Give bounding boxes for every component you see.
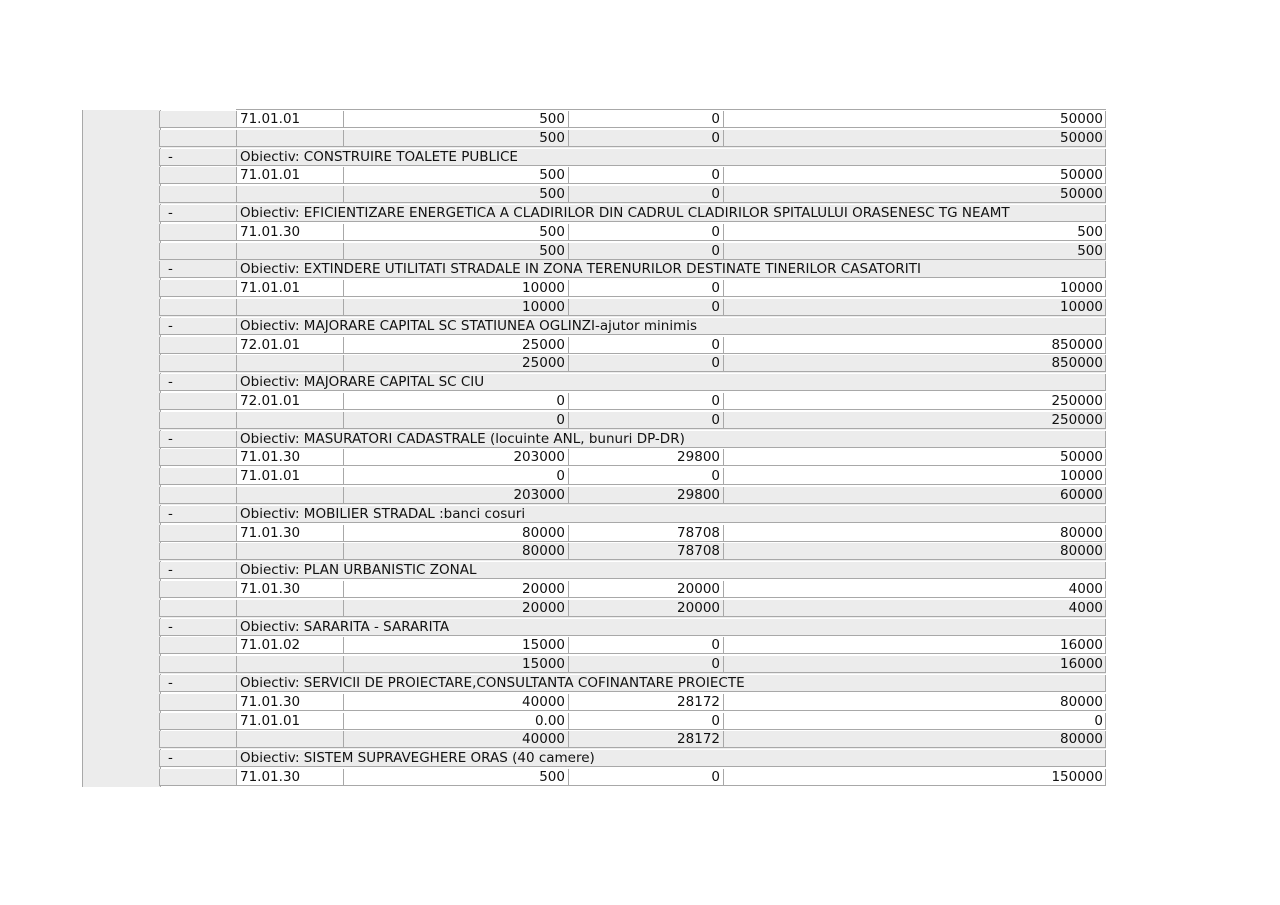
objective-row xyxy=(159,619,1106,637)
subtotal-col-3: 60000 xyxy=(723,487,1106,504)
value-col-2: 0 xyxy=(568,637,723,654)
value-col-3: 0 xyxy=(723,713,1106,730)
indent-cell xyxy=(159,637,236,654)
subtotal-col-2: 0 xyxy=(568,656,723,673)
objective-title: Obiectiv: SERVICII DE PROIECTARE,CONSULTANTA COFINANTARE PROIECTE xyxy=(236,675,1106,692)
subtotal-col-3: 10000 xyxy=(723,299,1106,316)
objective-dash: - xyxy=(159,318,236,335)
subtotal-col-3: 16000 xyxy=(723,656,1106,673)
detail-row xyxy=(159,468,1106,486)
indent-cell xyxy=(159,224,236,241)
value-col-2: 20000 xyxy=(568,581,723,598)
detail-row xyxy=(159,393,1106,411)
empty-code-cell xyxy=(236,243,343,260)
value-col-1: 500 xyxy=(343,167,568,184)
budget-code: 71.01.30 xyxy=(236,525,343,542)
detail-row xyxy=(159,769,1106,787)
value-col-1: 0 xyxy=(343,468,568,485)
subtotal-row xyxy=(159,412,1106,430)
value-col-2: 29800 xyxy=(568,449,723,466)
subtotal-col-1: 10000 xyxy=(343,299,568,316)
value-col-1: 40000 xyxy=(343,694,568,711)
budget-code: 72.01.01 xyxy=(236,393,343,410)
subtotal-col-1: 500 xyxy=(343,243,568,260)
value-col-2: 0 xyxy=(568,468,723,485)
value-col-3: 850000 xyxy=(723,337,1106,354)
subtotal-col-2: 0 xyxy=(568,186,723,203)
indent-cell xyxy=(159,186,236,203)
objective-dash: - xyxy=(159,506,236,523)
value-col-1: 10000 xyxy=(343,280,568,297)
value-col-3: 250000 xyxy=(723,393,1106,410)
empty-code-cell xyxy=(236,355,343,372)
value-col-2: 0 xyxy=(568,337,723,354)
detail-row xyxy=(159,449,1106,467)
objective-row xyxy=(159,149,1106,167)
subtotal-col-3: 4000 xyxy=(723,600,1106,617)
subtotal-col-1: 80000 xyxy=(343,543,568,560)
value-col-3: 50000 xyxy=(723,111,1106,128)
detail-row xyxy=(159,637,1106,655)
subtotal-col-1: 15000 xyxy=(343,656,568,673)
empty-code-cell xyxy=(236,299,343,316)
subtotal-col-2: 0 xyxy=(568,299,723,316)
objective-dash: - xyxy=(159,619,236,636)
budget-code: 71.01.01 xyxy=(236,167,343,184)
left-margin-column xyxy=(82,110,161,787)
objective-row xyxy=(159,318,1106,336)
subtotal-col-3: 500 xyxy=(723,243,1106,260)
detail-row xyxy=(159,337,1106,355)
subtotal-row xyxy=(159,243,1106,261)
objective-row xyxy=(159,374,1106,392)
value-col-2: 0 xyxy=(568,224,723,241)
value-col-3: 4000 xyxy=(723,581,1106,598)
objective-row xyxy=(159,750,1106,768)
indent-cell xyxy=(159,543,236,560)
subtotal-col-1: 500 xyxy=(343,186,568,203)
subtotal-col-2: 0 xyxy=(568,412,723,429)
value-col-1: 80000 xyxy=(343,525,568,542)
indent-cell xyxy=(159,656,236,673)
budget-code: 71.01.01 xyxy=(236,468,343,485)
indent-cell xyxy=(159,731,236,748)
objective-row xyxy=(159,205,1106,223)
objective-dash: - xyxy=(159,149,236,166)
detail-row xyxy=(159,694,1106,712)
value-col-1: 25000 xyxy=(343,337,568,354)
objective-title: Obiectiv: CONSTRUIRE TOALETE PUBLICE xyxy=(236,149,1106,166)
objective-dash: - xyxy=(159,431,236,448)
objective-dash: - xyxy=(159,261,236,278)
indent-cell xyxy=(159,111,236,128)
value-col-2: 0 xyxy=(568,280,723,297)
objective-title: Obiectiv: SISTEM SUPRAVEGHERE ORAS (40 camere) xyxy=(236,750,1106,767)
objective-dash: - xyxy=(159,750,236,767)
objective-title: Obiectiv: MASURATORI CADASTRALE (locuinte ANL, bunuri DP-DR) xyxy=(236,431,1106,448)
indent-cell xyxy=(159,393,236,410)
subtotal-col-3: 80000 xyxy=(723,731,1106,748)
budget-code: 71.01.30 xyxy=(236,694,343,711)
subtotal-col-1: 0 xyxy=(343,412,568,429)
empty-code-cell xyxy=(236,186,343,203)
subtotal-col-2: 28172 xyxy=(568,731,723,748)
objective-row xyxy=(159,261,1106,279)
detail-row xyxy=(159,111,1106,129)
subtotal-col-3: 80000 xyxy=(723,543,1106,560)
budget-code: 71.01.01 xyxy=(236,280,343,297)
indent-cell xyxy=(159,525,236,542)
indent-cell xyxy=(159,581,236,598)
objective-title: Obiectiv: EXTINDERE UTILITATI STRADALE IN ZONA TERENURILOR DESTINATE TINERILOR CASATORITI xyxy=(236,261,1106,278)
objective-dash: - xyxy=(159,675,236,692)
value-col-3: 10000 xyxy=(723,468,1106,485)
subtotal-row xyxy=(159,600,1106,618)
indent-cell xyxy=(159,412,236,429)
value-col-3: 50000 xyxy=(723,167,1106,184)
budget-code: 71.01.01 xyxy=(236,111,343,128)
value-col-2: 0 xyxy=(568,393,723,410)
empty-code-cell xyxy=(236,543,343,560)
table-top-border xyxy=(236,109,1106,110)
objective-dash: - xyxy=(159,562,236,579)
indent-cell xyxy=(159,299,236,316)
subtotal-row xyxy=(159,487,1106,505)
indent-cell xyxy=(159,243,236,260)
objective-row xyxy=(159,562,1106,580)
indent-cell xyxy=(159,167,236,184)
subtotal-col-2: 0 xyxy=(568,243,723,260)
subtotal-col-1: 203000 xyxy=(343,487,568,504)
value-col-3: 10000 xyxy=(723,280,1106,297)
empty-code-cell xyxy=(236,600,343,617)
indent-cell xyxy=(159,468,236,485)
detail-row xyxy=(159,581,1106,599)
subtotal-row xyxy=(159,355,1106,373)
subtotal-col-2: 78708 xyxy=(568,543,723,560)
subtotal-col-3: 250000 xyxy=(723,412,1106,429)
subtotal-row xyxy=(159,656,1106,674)
objective-title: Obiectiv: PLAN URBANISTIC ZONAL xyxy=(236,562,1106,579)
objective-title: Obiectiv: EFICIENTIZARE ENERGETICA A CLADIRILOR DIN CADRUL CLADIRILOR SPITALULUI ORASENESC TG NEAMT xyxy=(236,205,1106,222)
subtotal-row xyxy=(159,543,1106,561)
subtotal-col-1: 40000 xyxy=(343,731,568,748)
value-col-2: 0 xyxy=(568,769,723,786)
value-col-1: 0 xyxy=(343,393,568,410)
objective-row xyxy=(159,506,1106,524)
value-col-1: 15000 xyxy=(343,637,568,654)
value-col-2: 0 xyxy=(568,713,723,730)
value-col-1: 500 xyxy=(343,111,568,128)
budget-code: 71.01.30 xyxy=(236,224,343,241)
subtotal-row xyxy=(159,186,1106,204)
value-col-2: 28172 xyxy=(568,694,723,711)
indent-cell xyxy=(159,130,236,147)
value-col-2: 78708 xyxy=(568,525,723,542)
subtotal-col-3: 850000 xyxy=(723,355,1106,372)
empty-code-cell xyxy=(236,130,343,147)
objective-row xyxy=(159,675,1106,693)
subtotal-col-3: 50000 xyxy=(723,130,1106,147)
empty-code-cell xyxy=(236,731,343,748)
objective-dash: - xyxy=(159,205,236,222)
subtotal-col-3: 50000 xyxy=(723,186,1106,203)
value-col-3: 16000 xyxy=(723,637,1106,654)
indent-cell xyxy=(159,694,236,711)
value-col-2: 0 xyxy=(568,167,723,184)
subtotal-row xyxy=(159,130,1106,148)
value-col-3: 500 xyxy=(723,224,1106,241)
subtotal-row xyxy=(159,731,1106,749)
budget-code: 72.01.01 xyxy=(236,337,343,354)
empty-code-cell xyxy=(236,487,343,504)
detail-row xyxy=(159,280,1106,298)
empty-code-cell xyxy=(236,656,343,673)
detail-row xyxy=(159,713,1106,731)
budget-code: 71.01.30 xyxy=(236,581,343,598)
objective-title: Obiectiv: MOBILIER STRADAL :banci cosuri xyxy=(236,506,1106,523)
objective-row xyxy=(159,431,1106,449)
value-col-3: 50000 xyxy=(723,449,1106,466)
objective-title: Obiectiv: MAJORARE CAPITAL SC CIU xyxy=(236,374,1106,391)
indent-cell xyxy=(159,769,236,786)
detail-row xyxy=(159,525,1106,543)
objective-title: Obiectiv: SARARITA - SARARITA xyxy=(236,619,1106,636)
subtotal-col-2: 0 xyxy=(568,130,723,147)
subtotal-col-1: 25000 xyxy=(343,355,568,372)
objective-dash: - xyxy=(159,374,236,391)
subtotal-col-2: 29800 xyxy=(568,487,723,504)
budget-code: 71.01.02 xyxy=(236,637,343,654)
detail-row xyxy=(159,224,1106,242)
value-col-1: 0.00 xyxy=(343,713,568,730)
empty-code-cell xyxy=(236,412,343,429)
indent-cell xyxy=(159,355,236,372)
objective-title: Obiectiv: MAJORARE CAPITAL SC STATIUNEA OGLINZI-ajutor minimis xyxy=(236,318,1106,335)
value-col-1: 500 xyxy=(343,769,568,786)
subtotal-col-2: 0 xyxy=(568,355,723,372)
value-col-1: 20000 xyxy=(343,581,568,598)
detail-row xyxy=(159,167,1106,185)
value-col-3: 80000 xyxy=(723,694,1106,711)
indent-cell xyxy=(159,713,236,730)
subtotal-col-2: 20000 xyxy=(568,600,723,617)
indent-cell xyxy=(159,487,236,504)
subtotal-row xyxy=(159,299,1106,317)
value-col-1: 203000 xyxy=(343,449,568,466)
indent-cell xyxy=(159,600,236,617)
value-col-3: 150000 xyxy=(723,769,1106,786)
subtotal-col-1: 20000 xyxy=(343,600,568,617)
value-col-3: 80000 xyxy=(723,525,1106,542)
budget-code: 71.01.30 xyxy=(236,449,343,466)
indent-cell xyxy=(159,449,236,466)
indent-cell xyxy=(159,280,236,297)
value-col-2: 0 xyxy=(568,111,723,128)
budget-code: 71.01.30 xyxy=(236,769,343,786)
budget-code: 71.01.01 xyxy=(236,713,343,730)
subtotal-col-1: 500 xyxy=(343,130,568,147)
value-col-1: 500 xyxy=(343,224,568,241)
indent-cell xyxy=(159,337,236,354)
